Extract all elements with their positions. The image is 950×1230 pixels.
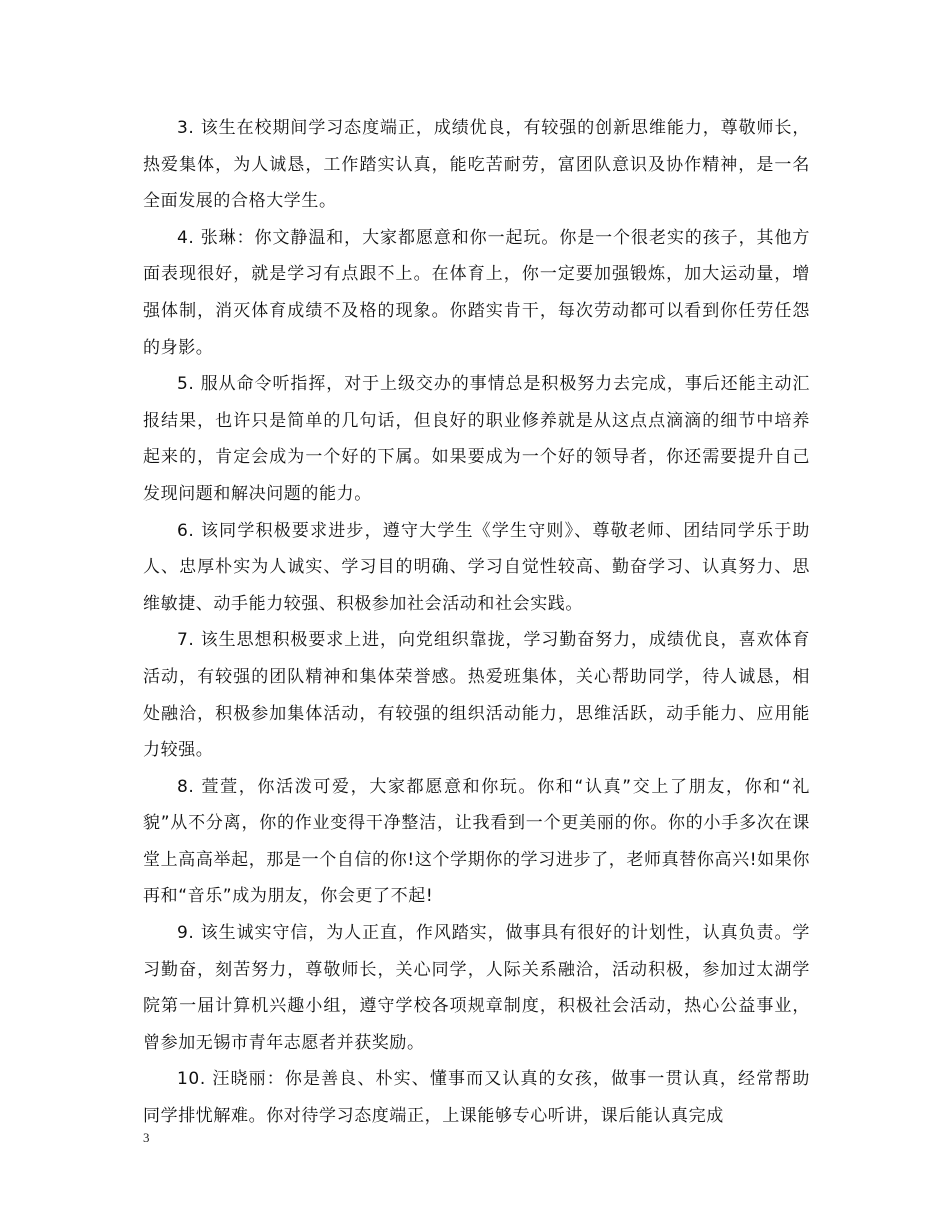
paragraph-5: 5. 服从命令听指挥，对于上级交办的事情总是积极努力去完成，事后还能主动汇报结果，也许只是简单的几句话，但良好的职业修养就是从这点点滴滴的细节中培养起来的，肯定会成为一个好的下属。如果要成为一个好的领导者，你还需要提升自己发现问题和解决问题的能力。: [143, 374, 810, 504]
paragraph-8: 8. 萱萱，你活泼可爱，大家都愿意和你玩。你和“认真”交上了朋友，你和“礼貌”从不分离，你的作业变得干净整洁，让我看到一个更美丽的你。你的小手多次在课堂上高高举起，那是一个自信的你!这个学期你的学习进步了，老师真替你高兴!如果你再和“音乐”成为朋友，你会更了不起!: [143, 776, 810, 907]
paragraph-9: 9. 该生诚实守信，为人正直，作风踏实，做事具有很好的计划性，认真负责。学习勤奋，刻苦努力，尊敬师长，关心同学，人际关系融洽，活动积极，参加过太湖学院第一届计算机兴趣小组，遵守学校各项规章制度，积极社会活动，热心公益事业，曾参加无锡市青年志愿者并获奖励。: [143, 923, 810, 1053]
paragraph-7: 7. 该生思想积极要求上进，向党组织靠拢，学习勤奋努力，成绩优良，喜欢体育活动，有较强的团队精神和集体荣誉感。热爱班集体，关心帮助同学，待人诚恳，相处融洽，积极参加集体活动，有较强的组织活动能力，思维活跃，动手能力、应用能力较强。: [143, 630, 810, 761]
paragraph-3: 3. 该生在校期间学习态度端正，成绩优良，有较强的创新思维能力，尊敬师长，热爱集体，为人诚恳，工作踏实认真，能吃苦耐劳，富团队意识及协作精神，是一名全面发展的合格大学生。: [143, 118, 810, 212]
document-body: [143, 110, 810, 1135]
page-number: 3: [143, 1130, 150, 1145]
paragraph-10: 10. 汪晓丽：你是善良、朴实、懂事而又认真的女孩，做事一贯认真，经常帮助同学排忧解难。你对待学习态度端正，上课能够专心听讲，课后能认真完成: [143, 1069, 810, 1127]
paragraph-6: 6. 该同学积极要求进步，遵守大学生《学生守则》、尊敬老师、团结同学乐于助人、忠厚朴实为人诚实、学习目的明确、学习自觉性较高、勤奋学习、认真努力、思维敏捷、动手能力较强、积极参加社会活动和社会实践。: [143, 520, 810, 614]
paragraph-4: 4. 张琳：你文静温和，大家都愿意和你一起玩。你是一个很老实的孩子，其他方面表现很好，就是学习有点跟不上。在体育上，你一定要加强锻炼，加大运动量，增强体制，消灭体育成绩不及格的现象。你踏实肯干，每次劳动都可以看到你任劳任怨的身影。: [143, 227, 810, 358]
